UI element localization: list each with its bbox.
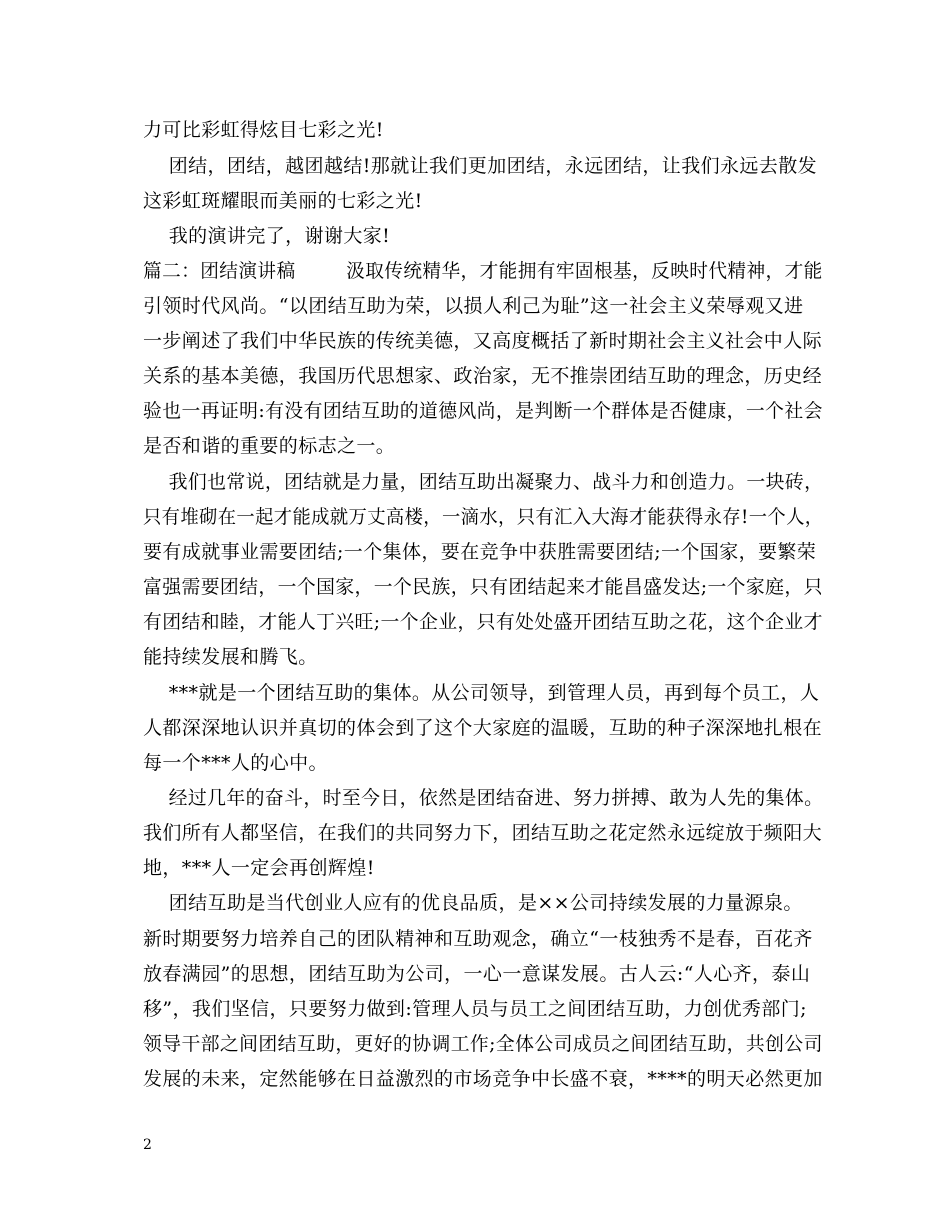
text-line: 有团结和睦，才能人丁兴旺;一个企业，只有处处盛开团结互助之花，这个企业才 — [143, 611, 823, 633]
text-line: 引领时代风尚。“以团结互助为荣，以损人利己为耻”这一社会主义荣辱观又进 — [143, 295, 804, 317]
text-line: 领导干部之间团结互助，更好的协调工作;全体公司成员之间团结互助，共创公司 — [143, 1033, 823, 1055]
text-line: 新时期要努力培养自己的团队精神和互助观念，确立“一枝独秀不是春，百花齐 — [143, 928, 813, 950]
text-line: 放春满园”的思想，团结互助为公司，一心一意谋发展。古人云:“人心齐，泰山 — [143, 963, 811, 985]
text-line: 富强需要团结，一个国家，一个民族，只有团结起来才能昌盛发达;一个家庭，只 — [143, 576, 823, 598]
text-line: 力可比彩虹得炫目七彩之光! — [143, 119, 384, 141]
text-line: 移”，我们坚信，只要努力做到:管理人员与员工之间团结互助，力创优秀部门; — [143, 998, 807, 1020]
section-heading-line: 篇二：团结演讲稿 汲取传统精华，才能拥有牢固根基，反映时代精神，才能 — [143, 260, 823, 282]
text-line: 要有成就事业需要团结;一个集体，要在竞争中获胜需要团结;一个国家，要繁荣 — [143, 541, 817, 563]
text-line: 每一个***人的心中。 — [143, 752, 328, 774]
text-line: 验也一再证明:有没有团结互助的道德风尚，是判断一个群体是否健康，一个社会 — [143, 400, 823, 422]
text-line: 团结互助是当代创业人应有的优良品质，是××公司持续发展的力量源泉。 — [143, 892, 803, 914]
text-line: 我们也常说，团结就是力量，团结互助出凝聚力、战斗力和创造力。一块砖， — [143, 471, 824, 493]
text-line: 这彩虹斑耀眼而美丽的七彩之光! — [143, 190, 423, 212]
text-line: 是否和谐的重要的标志之一。 — [143, 435, 396, 457]
text-line: 人都深深地认识并真切的体会到了这个大家庭的温暖，互助的种子深深地扎根在 — [143, 717, 823, 739]
text-line: 我们所有人都坚信，在我们的共同努力下，团结互助之花定然永远绽放于频阳大 — [143, 822, 823, 844]
text-line: 只有堆砌在一起才能成就万丈高楼，一滴水，只有汇入大海才能获得永存!一个人， — [143, 506, 824, 528]
text-line: 一步阐述了我们中华民族的传统美德，又高度概括了新时期社会主义社会中人际 — [143, 330, 823, 352]
text-line: ***就是一个团结互助的集体。从公司领导，到管理人员，再到每个员工，人 — [143, 682, 820, 704]
text-line: 能持续发展和腾飞。 — [143, 646, 318, 668]
text-line: 团结，团结，越团越结!那就让我们更加团结，永远团结，让我们永远去散发 — [143, 155, 817, 177]
text-line: 经过几年的奋斗，时至今日，依然是团结奋进、努力拼搏、敢为人先的集体。 — [143, 787, 824, 809]
page-number: 2 — [143, 1137, 152, 1153]
text-line: 我的演讲完了，谢谢大家! — [143, 225, 391, 247]
text-line: 地，***人一定会再创辉煌! — [143, 857, 375, 879]
text-line: 发展的未来，定然能够在日益激烈的市场竞争中长盛不衰，****的明天必然更加 — [143, 1068, 823, 1090]
text-line: 关系的基本美德，我国历代思想家、政治家，无不推崇团结互助的理念，历史经 — [143, 365, 823, 387]
